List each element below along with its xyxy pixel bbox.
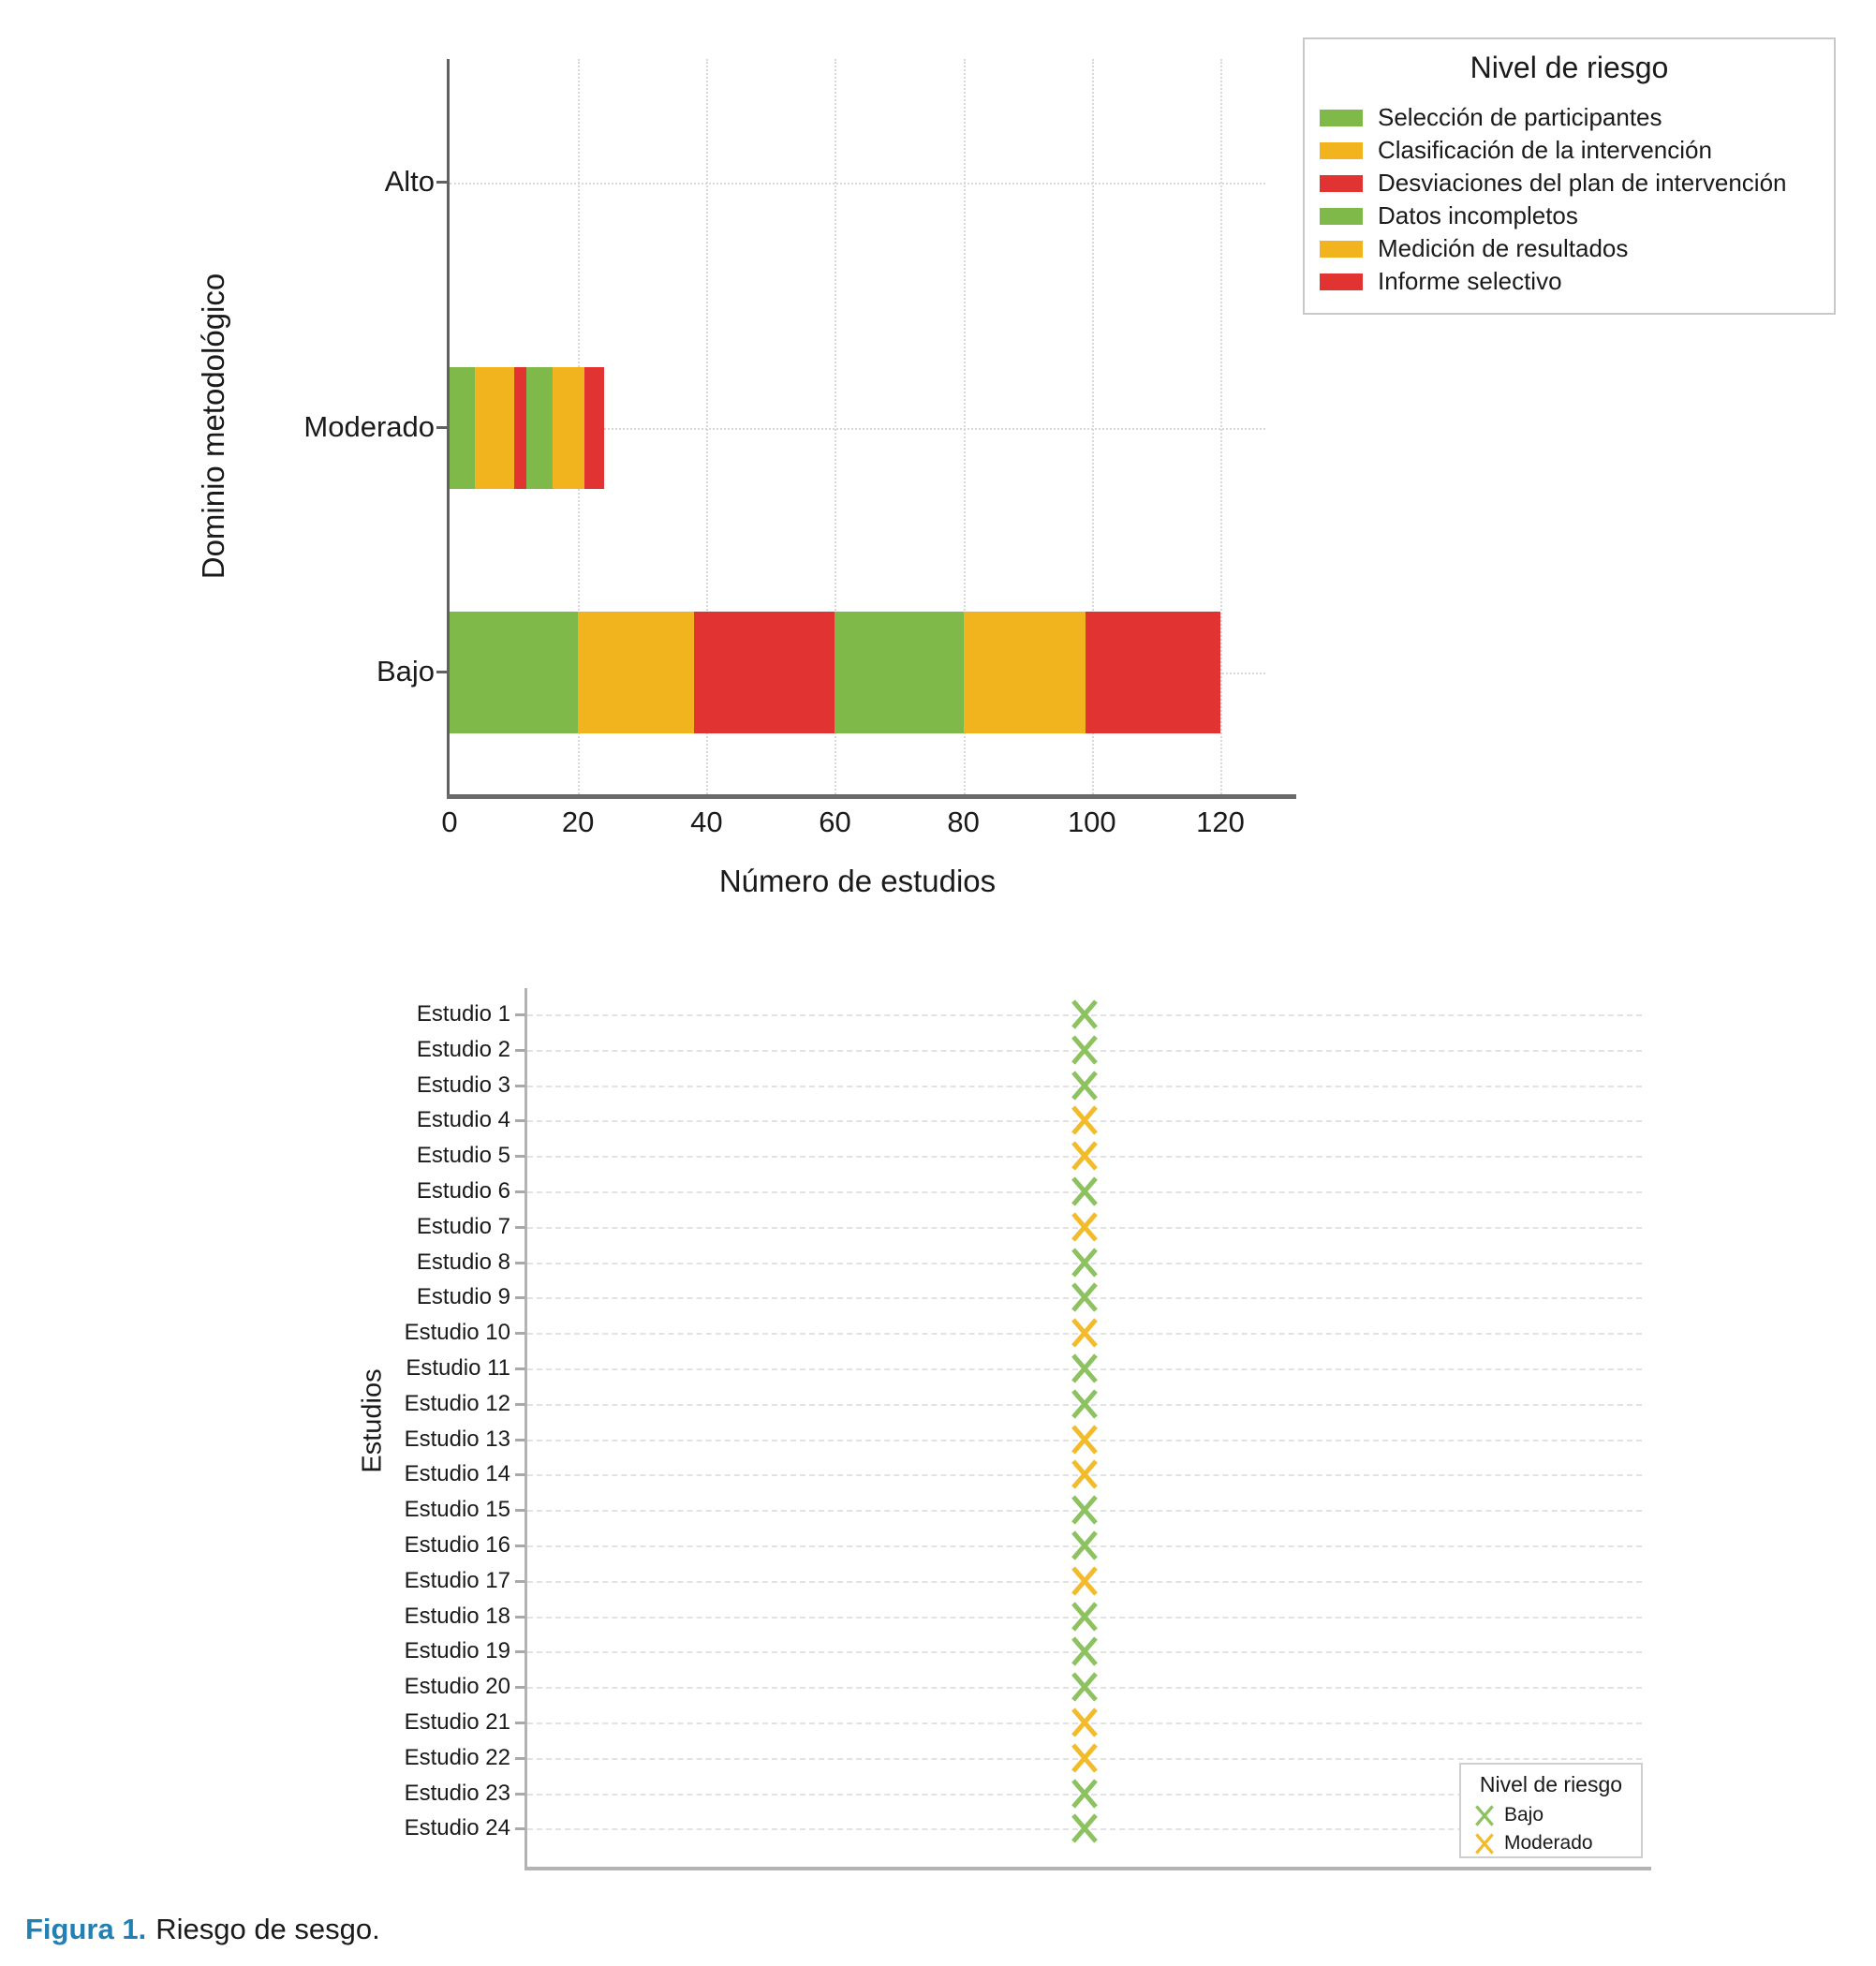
x-marker-icon (1474, 1805, 1495, 1826)
y-tick-mark (515, 1332, 525, 1335)
y-tick-mark (436, 426, 450, 429)
study-marker (1071, 1530, 1099, 1560)
study-marker (1071, 1389, 1099, 1419)
legend-item-label: Desviaciones del plan de intervención (1378, 169, 1787, 197)
y-tick-mark (515, 1473, 525, 1476)
bar-segment (526, 367, 552, 489)
bar-segment (450, 612, 578, 733)
x-marker-icon (1071, 1636, 1099, 1666)
y-tick-mark (515, 1296, 525, 1299)
study-label: Estudio 23 (404, 1780, 510, 1806)
legend-item-label: Selección de participantes (1378, 103, 1662, 131)
legend-swatch (1320, 175, 1363, 192)
y-tick-mark (515, 1262, 525, 1264)
study-marker (1071, 1707, 1099, 1737)
x-marker-icon (1071, 1602, 1099, 1632)
study-label: Estudio 9 (416, 1284, 510, 1310)
y-tick-mark (515, 1509, 525, 1512)
x-marker-icon (1071, 1282, 1099, 1312)
study-marker (1071, 1779, 1099, 1809)
study-marker (1071, 1105, 1099, 1135)
x-marker-icon (1071, 1141, 1099, 1171)
legend-marker (1474, 1805, 1495, 1826)
x-marker-icon (1071, 1248, 1099, 1278)
x-marker-icon (1071, 1743, 1099, 1773)
study-label: Estudio 20 (404, 1674, 510, 1700)
grid-line-vertical (1220, 59, 1222, 794)
y-tick-mark (515, 1085, 525, 1087)
study-marker (1071, 1248, 1099, 1278)
legend-item (1474, 1801, 1641, 1829)
study-label: Estudio 11 (406, 1355, 510, 1381)
caption-label: Figura 1. (25, 1913, 147, 1945)
study-marker (1071, 1141, 1099, 1171)
y-tick-mark (515, 1722, 525, 1724)
study-label: Estudio 10 (404, 1320, 510, 1346)
legend-item (1320, 232, 1826, 265)
bar-segment (964, 612, 1086, 733)
legend-swatch (1320, 142, 1363, 159)
x-marker-icon (1071, 1813, 1099, 1843)
y-tick-mark (515, 1757, 525, 1760)
legend-item (1474, 1829, 1641, 1857)
legend-item-label: Bajo (1504, 1804, 1544, 1826)
study-marker (1071, 1035, 1099, 1065)
x-marker-icon (1071, 1707, 1099, 1737)
legend-item-label: Clasificación de la intervención (1378, 136, 1712, 164)
study-label: Estudio 16 (404, 1532, 510, 1558)
x-marker-icon (1071, 999, 1099, 1029)
bar-segment (1086, 612, 1220, 733)
bar-segment (475, 367, 513, 489)
y-tick-mark (515, 1616, 525, 1619)
x-marker-icon (1071, 1353, 1099, 1383)
y-tick-mark (515, 1367, 525, 1370)
x-marker-icon (1071, 1425, 1099, 1455)
legend-swatch (1320, 208, 1363, 225)
x-marker-icon (1071, 1071, 1099, 1101)
study-label: Estudio 7 (416, 1213, 510, 1239)
study-marker (1071, 1813, 1099, 1843)
x-marker-icon (1071, 1389, 1099, 1419)
bar-segment (553, 367, 584, 489)
x-tick-label: 20 (561, 806, 595, 838)
x-marker-icon (1071, 1459, 1099, 1489)
study-label: Estudio 18 (404, 1603, 510, 1629)
bar-chart-plot-area (450, 59, 1265, 794)
legend-item (1320, 167, 1826, 200)
risk-level-legend (1303, 37, 1836, 315)
study-label: Estudio 12 (404, 1390, 510, 1416)
legend-title: Nivel de riesgo (1479, 1772, 1623, 1796)
x-marker-icon (1071, 1530, 1099, 1560)
y-tick-mark (515, 1119, 525, 1122)
study-marker (1071, 1318, 1099, 1348)
y-tick-mark (515, 1827, 525, 1830)
x-marker-icon (1071, 1495, 1099, 1525)
y-tick-mark (515, 1545, 525, 1547)
study-marker (1071, 1459, 1099, 1489)
y-axis-title: Dominio metodológico (196, 273, 230, 580)
x-marker-icon (1071, 1672, 1099, 1702)
study-label: Estudio 13 (404, 1426, 510, 1452)
study-label: Estudio 14 (404, 1461, 510, 1487)
study-label: Estudio 6 (416, 1178, 510, 1204)
study-marker (1071, 1672, 1099, 1702)
legend-item (1320, 200, 1826, 232)
y-tick-mark (515, 1190, 525, 1193)
x-tick-label: 100 (1067, 806, 1116, 838)
bar-segment (694, 612, 835, 733)
study-label: Estudio 15 (404, 1497, 510, 1523)
bar-segment (584, 367, 604, 489)
bar-segment (450, 367, 475, 489)
y-tick-mark (515, 1013, 525, 1016)
x-marker-icon (1071, 1212, 1099, 1242)
study-marker (1071, 1425, 1099, 1455)
y-tick-mark (436, 181, 450, 184)
axis-spine-bottom (524, 1867, 1651, 1870)
x-tick-label: 40 (690, 806, 723, 838)
y-tick-mark (515, 1793, 525, 1796)
x-marker-icon (1071, 1176, 1099, 1206)
study-label: Estudio 2 (416, 1036, 510, 1062)
x-marker-icon (1071, 1779, 1099, 1809)
legend-item (1320, 265, 1826, 298)
x-marker-icon (1474, 1833, 1495, 1855)
study-marker (1071, 1353, 1099, 1383)
legend-swatch (1320, 273, 1363, 290)
y-tick-mark (515, 1049, 525, 1052)
y-tick-mark (515, 1155, 525, 1158)
x-marker-icon (1071, 1105, 1099, 1135)
legend-item-label: Informe selectivo (1378, 267, 1562, 295)
study-marker (1071, 1495, 1099, 1525)
x-marker-icon (1071, 1318, 1099, 1348)
y-tick-mark (436, 671, 450, 673)
axis-spine-bottom (447, 794, 1296, 799)
study-marker (1071, 1071, 1099, 1101)
study-label: Estudio 3 (416, 1072, 510, 1098)
study-label: Estudio 4 (416, 1107, 510, 1133)
y-tick-mark (515, 1686, 525, 1689)
bar-segment (835, 612, 963, 733)
legend-items (1461, 1801, 1641, 1857)
y-tick-mark (515, 1226, 525, 1229)
y-axis-title: Estudios (357, 1368, 388, 1473)
legend-item (1320, 134, 1826, 167)
study-marker (1071, 1176, 1099, 1206)
caption-text: Riesgo de sesgo. (155, 1913, 380, 1945)
y-tick-mark (515, 1439, 525, 1441)
study-label: Estudio 8 (416, 1249, 510, 1275)
bar-segment (514, 367, 527, 489)
scatter-plot-area (527, 988, 1642, 1867)
legend-item (1320, 101, 1826, 134)
x-tick-label: 0 (441, 806, 458, 838)
x-tick-label: 60 (819, 806, 851, 838)
category-label: Alto (384, 165, 435, 198)
study-marker (1071, 1282, 1099, 1312)
x-tick-label: 80 (947, 806, 980, 838)
axis-spine-left (447, 59, 450, 799)
study-label: Estudio 24 (404, 1815, 510, 1841)
category-label: Bajo (376, 655, 435, 687)
x-marker-icon (1071, 1566, 1099, 1596)
figure-caption (25, 1913, 380, 1946)
legend-item-label: Moderado (1504, 1832, 1593, 1854)
legend-swatch (1320, 110, 1363, 126)
y-tick-mark (515, 1650, 525, 1653)
y-tick-mark (515, 1580, 525, 1583)
study-label: Estudio 17 (404, 1567, 510, 1593)
study-label: Estudio 5 (416, 1143, 510, 1169)
risk-level-legend-small (1459, 1763, 1643, 1858)
y-tick-mark (515, 1403, 525, 1406)
legend-items (1320, 101, 1826, 298)
legend-title: Nivel de riesgo (1470, 51, 1669, 84)
study-label: Estudio 21 (404, 1709, 510, 1735)
legend-swatch (1320, 241, 1363, 258)
grid-line-horizontal (450, 183, 1265, 185)
study-marker (1071, 1602, 1099, 1632)
study-label: Estudio 19 (404, 1638, 510, 1664)
x-axis-title: Número de estudios (718, 864, 997, 898)
study-marker (1071, 1566, 1099, 1596)
bar-segment (578, 612, 693, 733)
legend-item-label: Datos incompletos (1378, 201, 1578, 229)
x-marker-icon (1071, 1035, 1099, 1065)
category-label: Moderado (303, 409, 435, 443)
study-marker (1071, 999, 1099, 1029)
legend-marker (1474, 1833, 1495, 1854)
x-tick-label: 120 (1196, 806, 1245, 838)
study-marker (1071, 1743, 1099, 1773)
study-label: Estudio 1 (416, 1001, 510, 1027)
study-marker (1071, 1212, 1099, 1242)
legend-item-label: Medición de resultados (1378, 234, 1629, 262)
study-label: Estudio 22 (404, 1744, 510, 1770)
study-marker (1071, 1636, 1099, 1666)
